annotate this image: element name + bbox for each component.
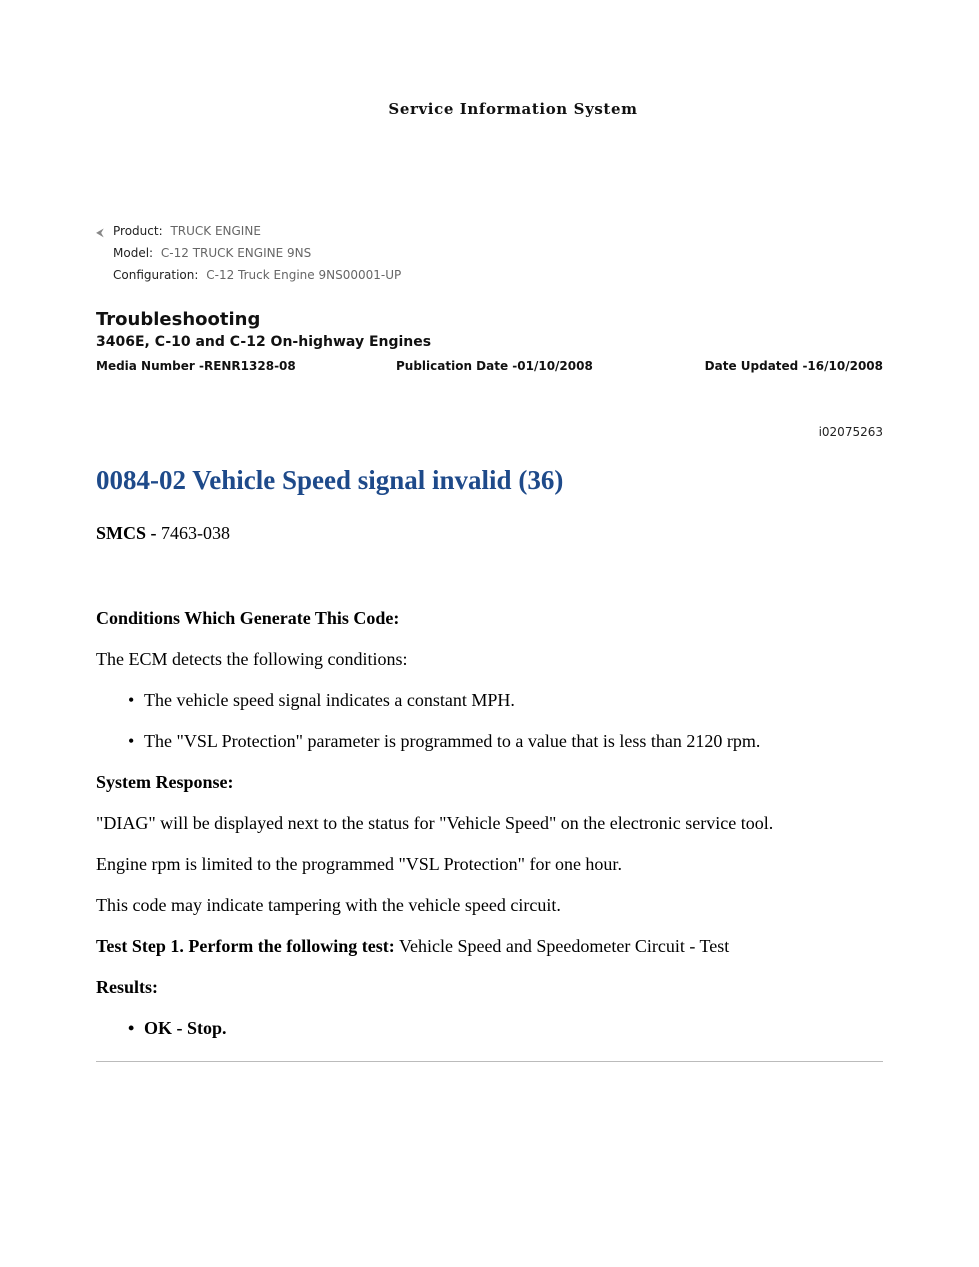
document-title: 0084-02 Vehicle Speed signal invalid (36) bbox=[96, 465, 564, 495]
bullet-icon: • bbox=[128, 690, 135, 710]
product-value: TRUCK ENGINE bbox=[170, 224, 261, 238]
bullet-icon: • bbox=[128, 731, 135, 751]
smcs-code bbox=[96, 523, 230, 544]
configuration-row bbox=[96, 267, 401, 289]
smcs-value: 7463-038 bbox=[161, 523, 231, 543]
result-text: OK - Stop. bbox=[144, 1018, 227, 1038]
configuration-value: C-12 Truck Engine 9NS00001-UP bbox=[206, 268, 402, 282]
model-value: C-12 TRUCK ENGINE 9NS bbox=[160, 246, 312, 260]
conditions-heading: Conditions Which Generate This Code: bbox=[96, 608, 400, 628]
test-step-label: Test Step 1. Perform the following test: bbox=[96, 936, 395, 956]
model-label: Model: bbox=[113, 246, 154, 260]
response-text: Engine rpm is limited to the programmed "VSL Protection" for one hour. bbox=[96, 854, 622, 874]
system-title: Service Information System bbox=[388, 100, 638, 118]
condition-text: The "VSL Protection" parameter is programmed to a value that is less than 2120 rpm. bbox=[144, 731, 761, 751]
test-step bbox=[96, 936, 883, 957]
product-row bbox=[96, 223, 401, 245]
bullet-icon: • bbox=[128, 1018, 135, 1038]
response-text: "DIAG" will be displayed next to the status for "Vehicle Speed" on the electronic service tool. bbox=[96, 813, 774, 833]
conditions-intro: The ECM detects the following conditions: bbox=[96, 649, 408, 669]
document-id: i02075263 bbox=[818, 425, 883, 439]
document-body bbox=[96, 608, 883, 1059]
list-item bbox=[96, 1018, 883, 1039]
breadcrumb bbox=[96, 223, 401, 289]
results-heading: Results: bbox=[96, 977, 158, 997]
response-text: This code may indicate tampering with the vehicle speed circuit. bbox=[96, 895, 561, 915]
publication-date: Publication Date -01/10/2008 bbox=[396, 359, 593, 373]
media-number: Media Number -RENR1328-08 bbox=[96, 359, 296, 373]
manual-title: Troubleshooting bbox=[96, 309, 261, 330]
smcs-label: SMCS - bbox=[96, 523, 162, 543]
divider bbox=[96, 1061, 883, 1062]
manual-subtitle: 3406E, C-10 and C-12 On-highway Engines bbox=[96, 334, 432, 350]
configuration-label: Configuration: bbox=[113, 268, 199, 282]
condition-text: The vehicle speed signal indicates a constant MPH. bbox=[144, 690, 515, 710]
product-label: Product: bbox=[113, 224, 163, 238]
list-item bbox=[96, 690, 883, 711]
test-step-link[interactable]: Vehicle Speed and Speedometer Circuit - Test bbox=[398, 936, 730, 956]
response-heading: System Response: bbox=[96, 772, 234, 792]
back-arrow-icon[interactable]: ⮜ bbox=[96, 226, 104, 239]
list-item bbox=[96, 731, 883, 752]
model-row bbox=[96, 245, 401, 267]
date-updated: Date Updated -16/10/2008 bbox=[704, 359, 883, 373]
